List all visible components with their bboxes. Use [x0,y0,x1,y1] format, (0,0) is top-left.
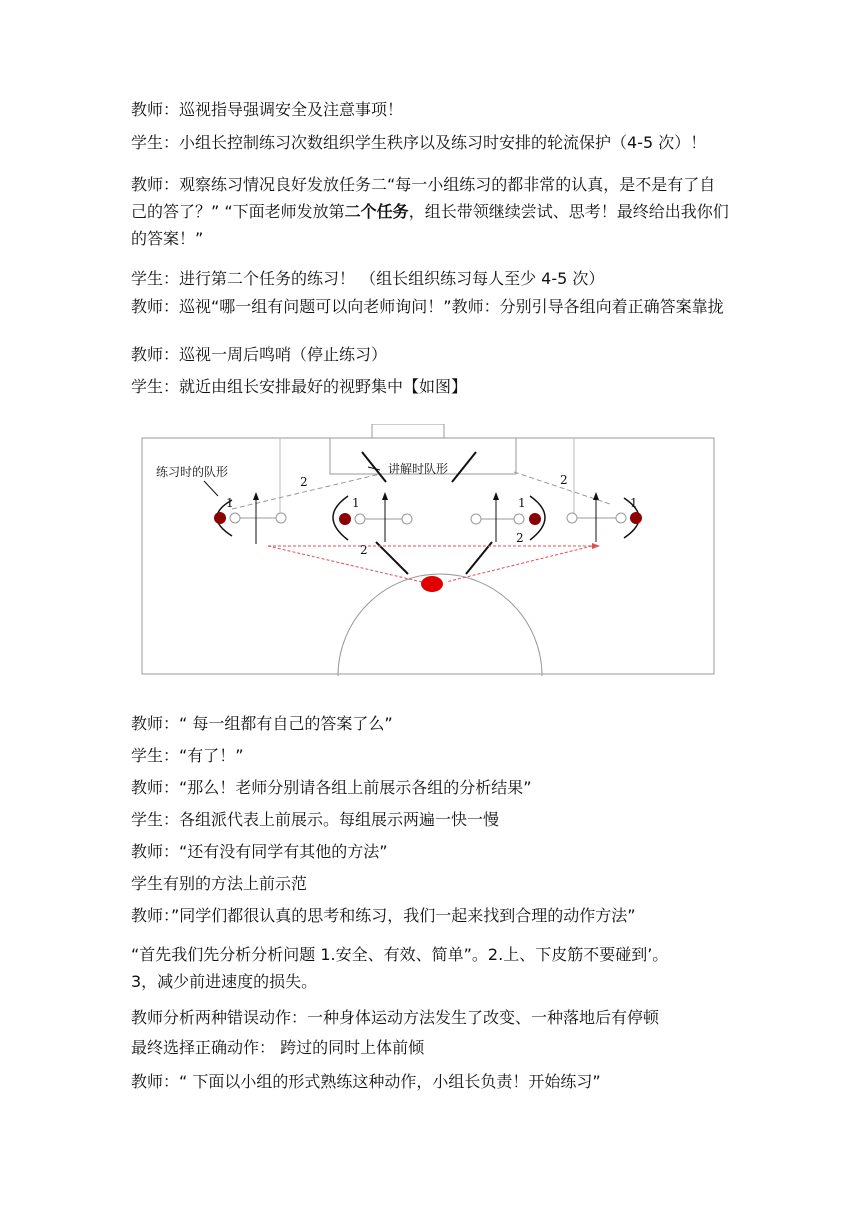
converge-line-bottom-right [466,542,492,574]
number-2-bottom-right: 2 [516,531,524,545]
text-line-5: 教师：巡视“哪一组有问题可以向老师询问！”教师：分别引导各组向着正确答案靠拢 [131,297,724,316]
text-line-3 [131,171,731,252]
student-outline-icon [276,513,286,523]
text-line-15b: 3，减少前进速度的损失。 [131,972,318,991]
student-outline-icon [230,513,240,523]
text-line-16: 教师分析两种错误动作：一种身体运动方法发生了改变、一种落地后有停顿 [131,1008,660,1027]
student-icon [214,512,226,524]
arrow-up-head-icon [253,492,259,500]
student-icon [339,513,351,525]
task-highlight: 二个任务 [344,202,409,221]
student-outline-icon [514,514,524,524]
text-line-18: 教师：“ 下面以小组的形式熟练这种动作，小组长负责！开始练习” [131,1072,601,1091]
text-line-12: 教师：“还有没有同学有其他的方法” [131,842,388,861]
arrow-right-head-icon [592,543,600,549]
text-line-8: 教师：“ 每一组都有自己的答案了么” [131,714,393,733]
number-2-left-top: 2 [300,475,308,489]
student-outline-icon [471,514,481,524]
text-line-7: 学生：就近由组长安排最好的视野集中【如图】 [131,377,468,396]
formation-diagram [140,424,716,676]
student-icon [630,512,642,524]
number-1-group-2: 1 [352,496,360,510]
arrow-up-head-icon [493,492,499,500]
text-line-3-part-c: ，组长带领继续尝试、思考！最终给出我你们的答案！” [131,202,729,248]
text-line-9: 学生：“有了！” [131,746,244,765]
student-outline-icon [402,514,412,524]
label-explain-formation: 讲解时队形 [388,462,449,476]
text-line-17: 最终选择正确动作： 跨过的同时上体前倾 [131,1038,425,1057]
goal [372,424,444,438]
converge-line-top-right [452,452,476,482]
number-2-right-top: 2 [560,473,568,487]
text-line-10: 教师：“那么！老师分别请各组上前展示各组的分析结果” [131,778,532,797]
label-practice-formation: 练习时的队形 [156,465,229,479]
number-1-group-1: 1 [226,496,234,510]
converge-line-bottom-left [376,542,408,574]
teacher-icon [421,576,443,592]
student-outline-icon [616,513,626,523]
text-line-14: 教师：”同学们都很认真的思考和练习，我们一起来找到合理的动作方法” [131,906,636,925]
practice-label-pointer [204,481,218,496]
text-line-13: 学生有别的方法上前示范 [131,874,308,893]
text-line-11: 学生：各组派代表上前展示。每组展示两遍一快一慢 [131,810,500,829]
text-line-15a: “首先我们先分析分析问题 1.安全、有效、简单”。2.上、下皮筋不要碰到’。 [131,945,669,964]
student-icon [529,513,541,525]
arrow-up-head-icon [382,492,388,500]
number-1-group-4: 1 [630,496,638,510]
student-outline-icon [567,513,577,523]
text-line-4: 学生：进行第二个任务的练习！ （组长组织练习每人至少 4-5 次） [131,269,605,288]
number-1-group-3: 1 [518,496,526,510]
text-line-6: 教师：巡视一周后鸣哨（停止练习） [131,345,388,364]
text-line-3-part-a: 教师：观察练习情况良好发放任务二“每一小组练习的都非常的认真，是不是有了自己的答了？” “下面老师发放第 [131,175,716,221]
text-line-2: 学生：小组长控制练习次数组织学生秩序以及练习时安排的轮流保护（4-5 次）！ [131,133,707,152]
number-2-bottom-left: 2 [360,543,368,557]
arrow-up-head-icon [593,492,599,500]
text-line-1: 教师：巡视指导强调安全及注意事项！ [131,100,404,119]
red-dashed-diagonal-right [446,546,592,582]
student-outline-icon [355,514,365,524]
